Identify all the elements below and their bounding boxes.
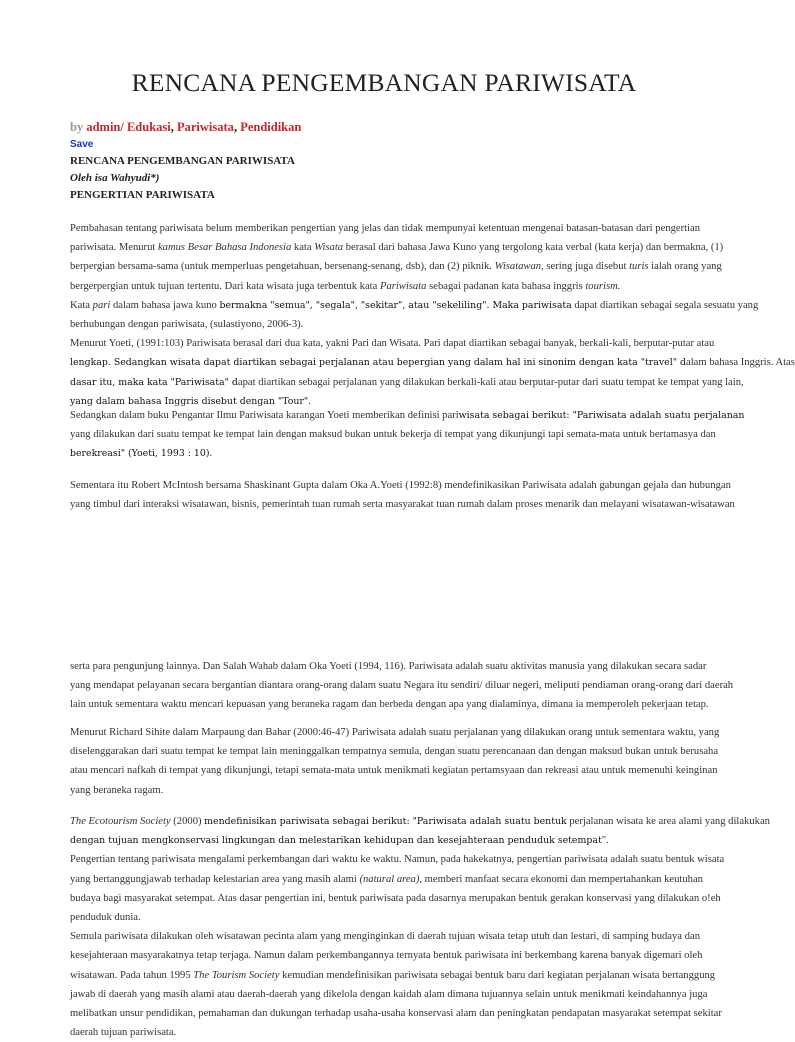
paragraph-5 xyxy=(70,723,720,800)
text-line: The Ecotourism Society (2000) mendefinisikan pariwisata sebagai berikut: "Pariwisata adalah suatu bentuk perjalanan wisata ke area alami yang dilakukan xyxy=(70,816,770,827)
text-line: Sedangkan dalam buku Pengantar Ilmu Pariwisata karangan Yoeti memberikan definisi pariwisata sebagai berikut: "Pariwisata adalah suatu perjalanan xyxy=(70,410,745,421)
paragraph-3 xyxy=(70,476,735,514)
text-line: serta para pengunjung lainnya. Dan Salah Wahab dalam Oka Yoeti (1994, 116). Pariwisata adalah suatu aktivitas manusia yang dilakukan secara sadar xyxy=(70,661,707,672)
subtitle: RENCANA PENGEMBANGAN PARIWISATA xyxy=(70,155,295,167)
text-line: daerah tujuan pariwisata. xyxy=(70,1027,177,1039)
text-line: lain untuk sementara waktu mencari kepuasan yang beraneka ragam dan berbeda dengan apa yang dialaminya, dimana ia memperoleh pekerjaan tetap. xyxy=(70,699,709,711)
by-label: by xyxy=(70,120,84,134)
text-line: Menurut Yoeti, (1991:103) Pariwisata berasal dari dua kata, yakni Pari dan Wisata. Pari dapat diartikan sebagai banyak, berkali-kali, berputar-putar atau xyxy=(70,338,715,350)
page-title: RENCANA PENGEMBANGAN PARIWISATA xyxy=(131,68,637,97)
text-line: kesejahteraan masyarakatnya tetap terjaga. Namun dalam perkembangannya ternyata bentuk pariwisata ini berkembang karena banyak digemari oleh xyxy=(70,950,703,962)
text-line: yang bertanggungjawab terhadap kelestarian area yang masih alami (natural area), memberi manfaat secara ekonomi dan mempertahankan keutuhan xyxy=(70,873,703,885)
category-separator: , xyxy=(170,120,177,134)
text-line: jawab di daerah yang masih alami atau daerah-daerah yang dikelola dengan kaidah alam dimana tujuannya selain untuk menikmati keindahannya juga xyxy=(70,988,708,1000)
text-line: Pembahasan tentang pariwisata belum memberikan pengertian yang jelas dan tidak mempunyai ketentuan mengenai batasan-batasan dari pengertian xyxy=(70,223,700,234)
text-line: Semula pariwisata dilakukan oleh wisatawan pecinta alam yang menginginkan di daerah tujuan wisata tetap utuh dan lestari, di samping budaya dan xyxy=(70,931,700,943)
byline xyxy=(70,120,301,135)
writer-credit: Oleh isa Wahyudi*) xyxy=(70,172,160,184)
text-line: Kata pari dalam bahasa jawa kuno bermakna "semua", "segala", "sekitar", atau "sekeliling". Maka pariwisata dapat diartikan sebagai segala sesuatu yang xyxy=(70,299,759,311)
text-line: lengkap. Sedangkan wisata dapat diartikan sebagai perjalanan atau bepergian yang dalam hal ini sinonim dengan kata "travel" dalam bahasa Inggris. Atas xyxy=(70,357,795,369)
text-line: budaya bagi masyarakat setempat. Atas dasar pengertian ini, bentuk pariwisata pada dasarnya merupakan bentuk gerakan konservasi yang dilakukan o!eh xyxy=(70,892,721,904)
text-line: penduduk dunia. xyxy=(70,911,141,923)
paragraph-4 xyxy=(70,657,734,715)
paragraph-1 xyxy=(70,219,795,411)
text-line: dengan tujuan mengkonservasi lingkungan dan melestarikan kehidupan dan kesejahteraan penduduk setempat". xyxy=(70,835,609,847)
text-line: bergerpergian untuk tujuan tertentu. Dari kata wisata juga terbentuk kata Pariwisata sebagai padanan kata bahasa inggris tourism. xyxy=(70,280,621,292)
text-line: Menurut Richard Sihite dalam Marpaung dan Bahar (2000:46-47) Pariwisata adalah suatu perjalanan yang dilakukan orang untuk sementara waktu, yang xyxy=(70,727,720,738)
text-line: pariwisata. Menurut kamus Besar Bahasa Indonesia kata Wisata berasal dari bahasa Jawa Kuno yang tergolong kata verbal (kata kerja) dan bermakna, (1) xyxy=(70,242,724,254)
paragraph-6 xyxy=(70,812,770,1042)
category-separator: , xyxy=(233,120,241,134)
text-line: yang beraneka ragam. xyxy=(70,784,164,796)
text-line: Pengertian tentang pariwisata mengalami perkembangan dari waktu ke waktu. Namun, pada hakekatnya, pengertian pariwisata adalah suatu bentuk wisata xyxy=(70,854,725,866)
category-link-pariwisata[interactable]: Pariwisata xyxy=(177,120,234,134)
text-line: yang mendapat pelayanan secara bergantian diantara orang-orang dalam suatu Negara itu sendiri/ diluar negeri, meliputi pendiaman orang-orang dari daerah xyxy=(70,680,734,692)
text-line: dasar itu, maka kata "Pariwisata" dapat diartikan sebagai perjalanan yang dilakukan berkali-kali atau berputar-putar dari suatu tempat ke tempat yang lain, xyxy=(70,376,744,388)
section-heading: PENGERTIAN PARIWISATA xyxy=(70,189,215,201)
text-line: berpergian bersama-sama (untuk memperluas pengetahuan, bersenang-senang, dsb), dan (2) piknik. Wisatawan, sering juga disebut turis ialah orang yang xyxy=(70,261,722,273)
author-link[interactable]: admin/ xyxy=(86,120,124,134)
text-line: melibatkan unsur pendidikan, pemahaman dan dukungan terhadap usaha-usaha konservasi alam dan peningkatan pendapatan masyarakat setempat sekitar xyxy=(70,1007,722,1019)
text-line: Sementara itu Robert McIntosh bersama Shaskinant Gupta dalam Oka A.Yoeti (1992:8) mendefinikasikan Pariwisata adalah gabungan gejala dan hubungan xyxy=(70,480,731,491)
text-line: yang dilakukan dari suatu tempat ke tempat lain dengan maksud bukan untuk bekerja di tempat yang dikunjungi tapi semata-mata untuk bertamasya dan xyxy=(70,429,716,441)
save-link[interactable]: Save xyxy=(70,139,94,150)
text-line: wisatawan. Pada tahun 1995 The Tourism Society kemudian mendefinisikan pariwisata sebagai bentuk baru dari kegiatan perjalanan wisata bertanggung xyxy=(70,969,716,981)
text-line: diselenggarakan dari suatu tempat ke tempat lain meninggalkan tempatnya semula, dengan suatu perencanaan dan dengan maksud bukan untuk berusaha xyxy=(70,746,719,758)
text-line: atau mencari nafkah di tempat yang dikunjungi, tetapi semata-mata untuk menikmati kegiatan pertamsyaan dan rekreasi atau untuk memenuhi keinginan xyxy=(70,765,718,777)
paragraph-2 xyxy=(70,406,745,464)
category-link-edukasi[interactable]: Edukasi xyxy=(123,120,171,134)
text-line: berekreasi" (Yoeti, 1993 : 10). xyxy=(70,448,213,460)
category-link-pendidikan[interactable]: Pendidikan xyxy=(240,120,302,134)
text-line: yang dalam bahasa Inggris disebut dengan "Tour". xyxy=(70,395,311,407)
text-line: berhubungan dengan pariwisata, (sulastiyono, 2006-3). xyxy=(70,318,304,330)
text-line: yang timbul dari interaksi wisatawan, bisnis, pemerintah tuan rumah serta masyarakat tuan rumah dalam proses menarik dan melayani wisatawan-wisatawan xyxy=(70,499,735,511)
